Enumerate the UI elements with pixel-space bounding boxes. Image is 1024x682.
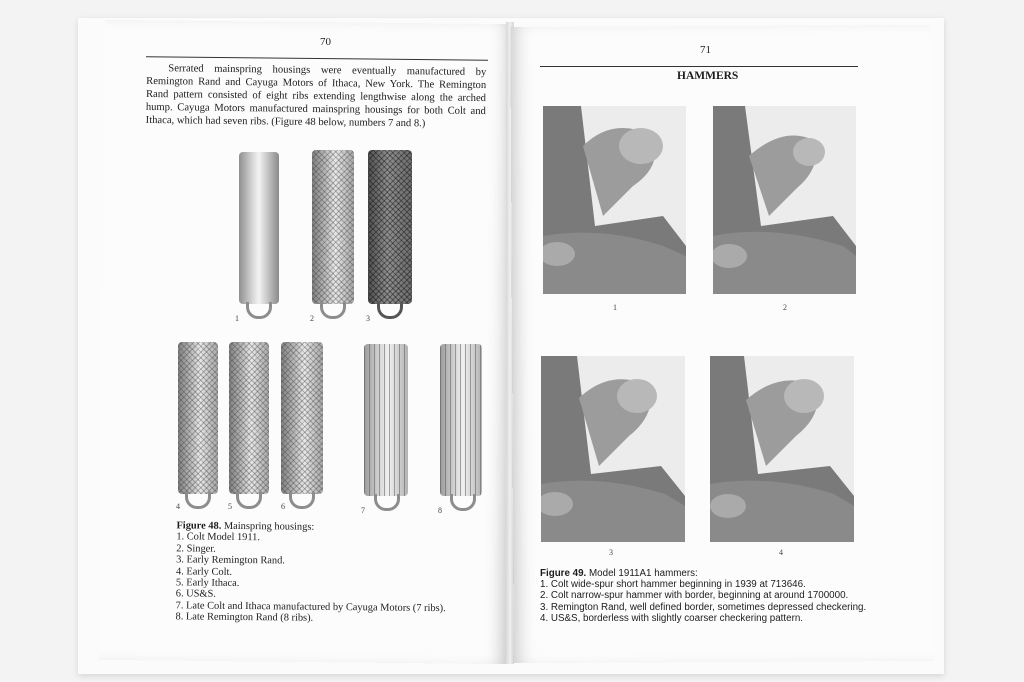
housing-photo-5 bbox=[229, 342, 269, 494]
figure-49-list bbox=[540, 579, 870, 624]
hammer-label-2: 2 bbox=[783, 303, 787, 312]
hammer-photo-2 bbox=[713, 106, 856, 294]
list-item: 4. US&S, borderless with slightly coarser checkering pattern. bbox=[540, 612, 803, 624]
hammer-label-4: 4 bbox=[779, 548, 783, 557]
figure-48-subtitle: Mainspring housings: bbox=[223, 520, 315, 533]
list-item: 2. Singer. bbox=[176, 543, 216, 555]
photo-label-1: 1 bbox=[235, 314, 239, 323]
photo-label-2: 2 bbox=[310, 314, 314, 323]
photo-label-5: 5 bbox=[228, 502, 232, 511]
list-item: 7. Late Colt and Ithaca manufactured by Cayuga Motors (7 ribs). bbox=[175, 600, 446, 614]
right-header-rule bbox=[540, 66, 858, 67]
hammers-heading: HAMMERS bbox=[677, 70, 739, 82]
hammer-photo-4 bbox=[710, 356, 854, 542]
hammer-label-1: 1 bbox=[613, 303, 617, 312]
hammer-photo-1 bbox=[543, 106, 686, 294]
housing-photo-7 bbox=[364, 344, 408, 496]
figure-48-caption bbox=[175, 520, 496, 626]
housing-photo-1 bbox=[239, 152, 279, 304]
photo-label-3: 3 bbox=[366, 314, 370, 323]
list-item: 8. Late Remington Rand (8 ribs). bbox=[175, 611, 314, 625]
figure-48-title: Figure 48. bbox=[176, 520, 222, 532]
photo-label-6: 6 bbox=[281, 502, 285, 511]
list-item: 6. US&S. bbox=[175, 588, 216, 601]
left-intro-paragraph: Serrated mainspring housings were eventually manufactured by Remington Rand and Cayuga Motors of Ithaca, New York. The Remington Rand pattern consisted of eight ribs extending lengthwise along the arched hump. Cayuga Motors manufactured mainspring housings for both Colt and Ithaca, which had seven ribs. (Figure 48 below, numbers 7 and 8.) bbox=[145, 63, 487, 130]
list-item: 3. Remington Rand, well defined border, sometimes depressed checkering. bbox=[540, 601, 867, 613]
list-item: 3. Early Remington Rand. bbox=[176, 554, 285, 567]
list-item: 5. Early Ithaca. bbox=[175, 577, 240, 590]
housing-photo-3 bbox=[368, 150, 412, 304]
figure-49-caption bbox=[540, 568, 870, 624]
photo-label-8: 8 bbox=[438, 506, 442, 515]
left-page-number: 70 bbox=[320, 36, 331, 48]
list-item: 1. Colt wide-spur short hammer beginning in 1939 at 713646. bbox=[540, 579, 806, 591]
list-item: 1. Colt Model 1911. bbox=[176, 531, 261, 544]
figure-49-subtitle: Model 1911A1 hammers: bbox=[589, 568, 698, 579]
hammer-photo-3 bbox=[541, 356, 685, 542]
photo-label-7: 7 bbox=[361, 506, 365, 515]
housing-photo-6 bbox=[281, 342, 323, 494]
right-page-number: 71 bbox=[700, 44, 711, 56]
figure-49-title: Figure 49. bbox=[540, 568, 587, 579]
housing-photo-2 bbox=[312, 150, 354, 304]
hammer-label-3: 3 bbox=[609, 548, 613, 557]
housing-photo-8 bbox=[440, 344, 482, 496]
list-item: 2. Colt narrow-spur hammer with border, beginning at around 1700000. bbox=[540, 590, 849, 602]
housing-photo-4 bbox=[178, 342, 218, 494]
photo-label-4: 4 bbox=[176, 502, 180, 511]
list-item: 4. Early Colt. bbox=[175, 565, 233, 578]
figure-48-list bbox=[175, 532, 496, 627]
